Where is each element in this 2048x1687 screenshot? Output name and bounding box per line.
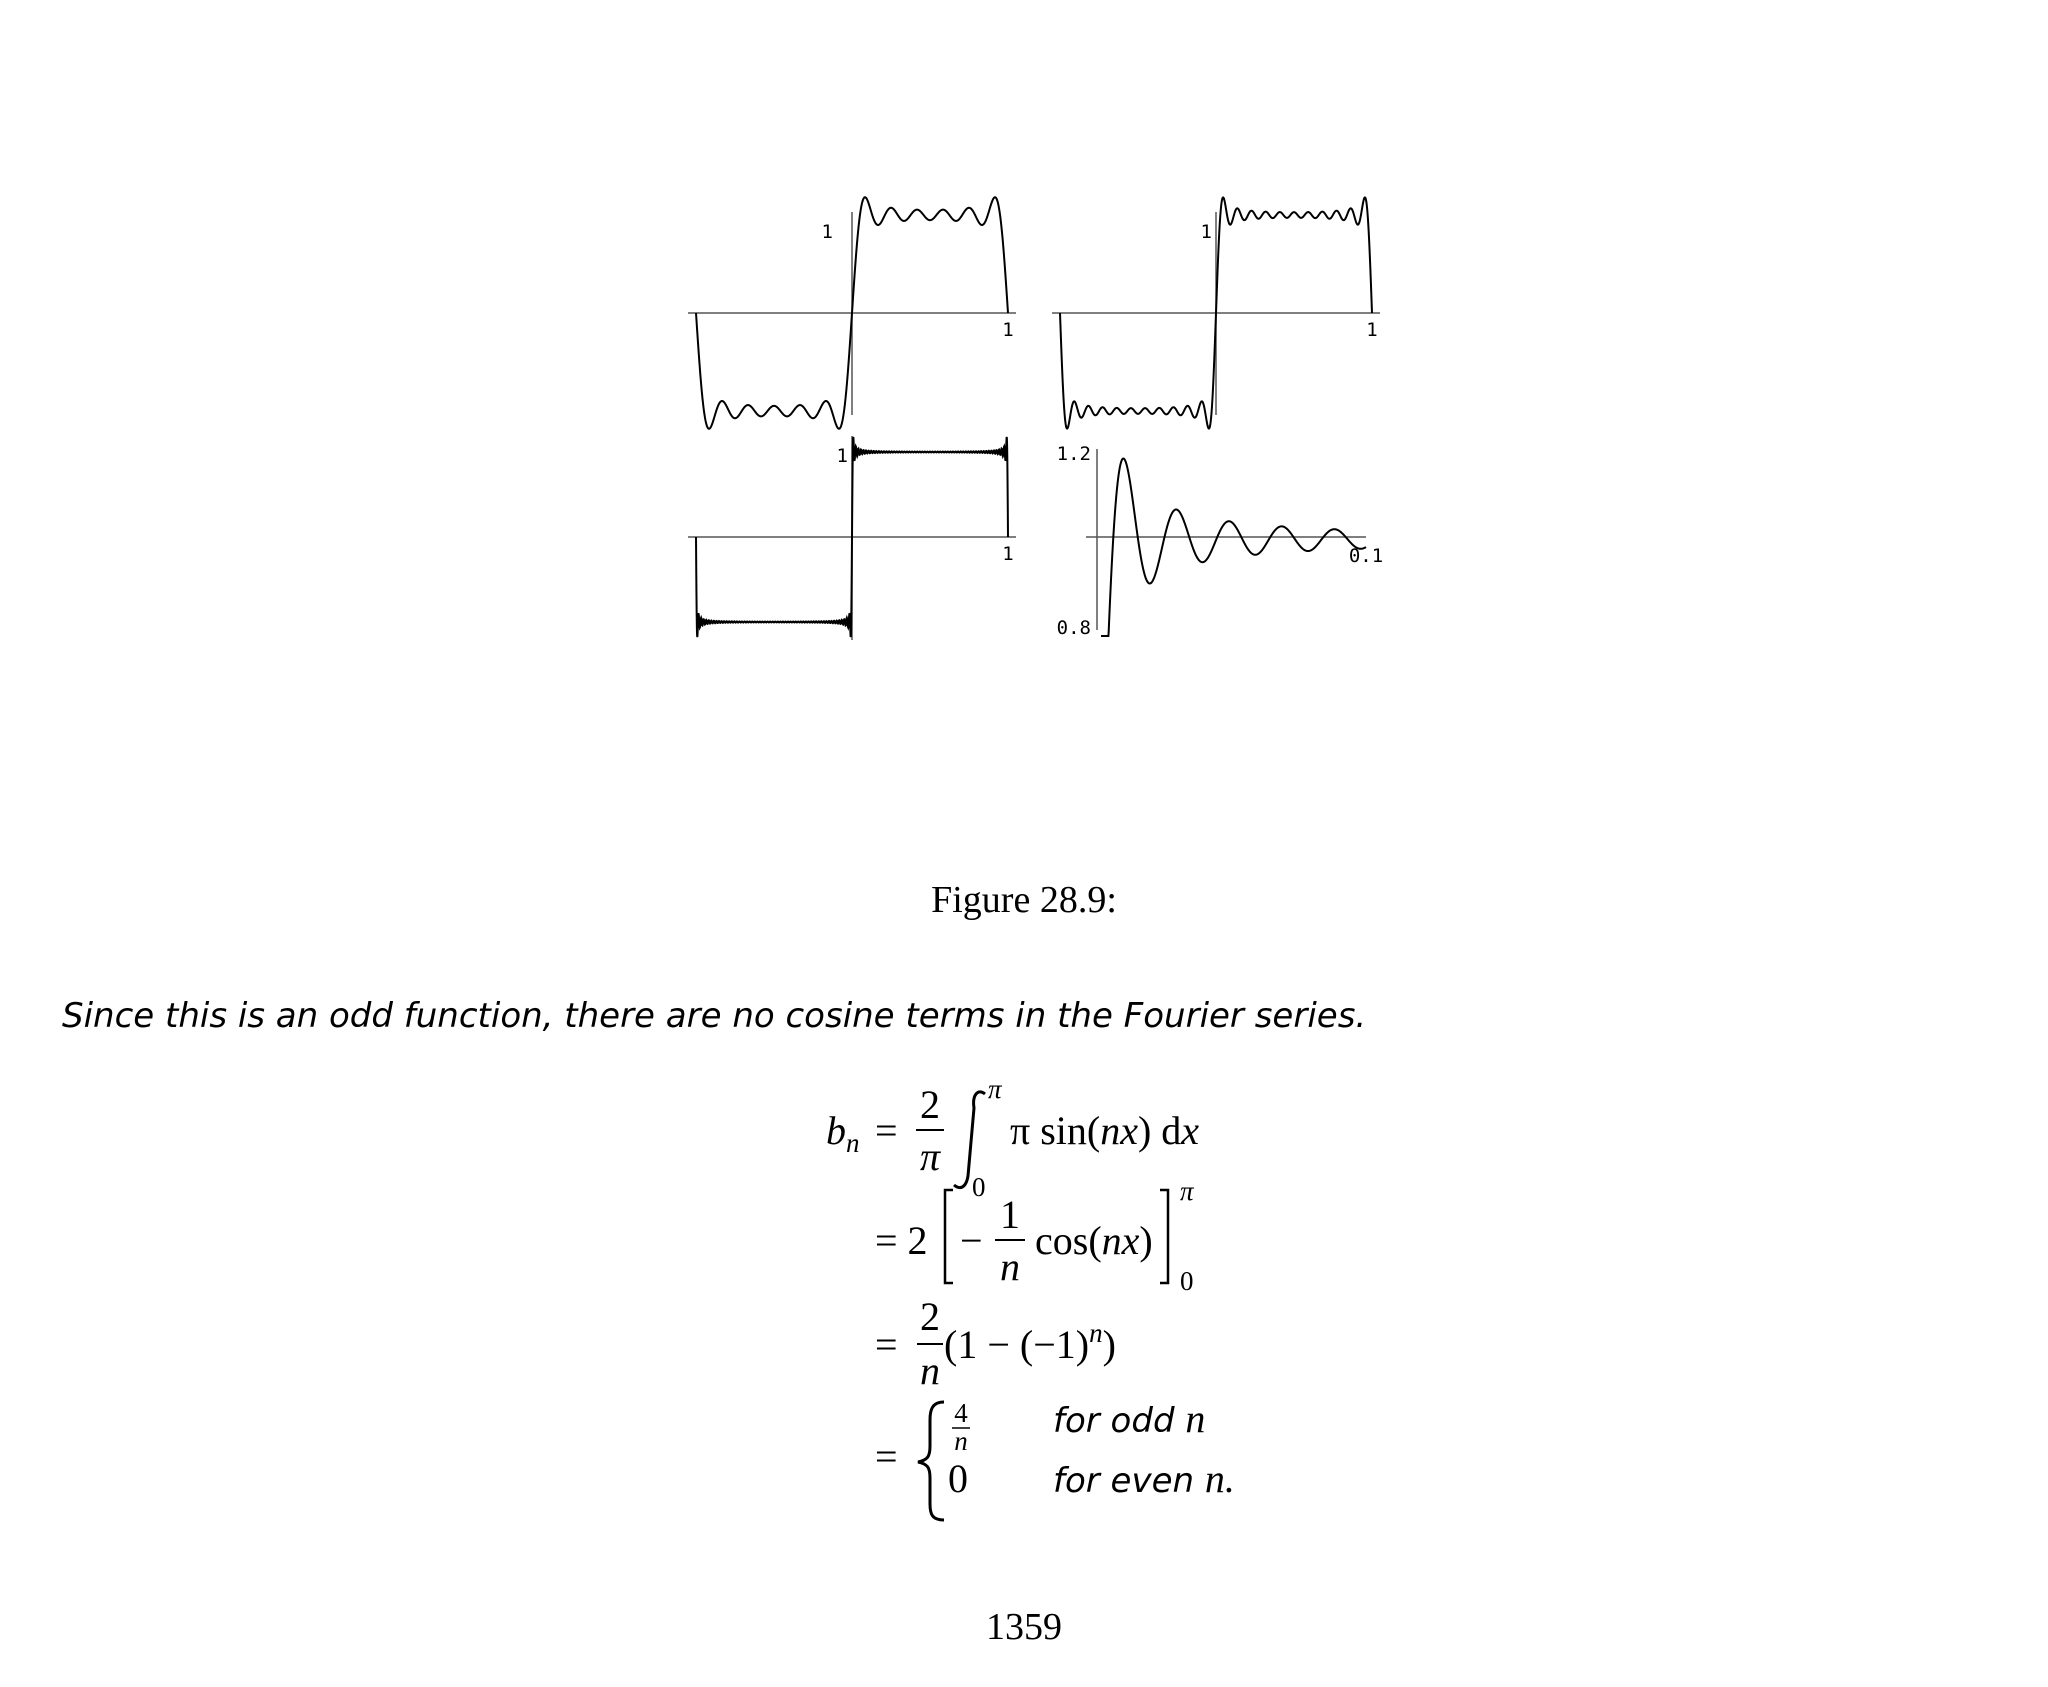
tick-label-y-bottom: 0.8 [1056,617,1091,639]
tick-label-y: 1 [1200,221,1212,243]
equals-sign: = [875,1434,898,1479]
case1-fraction-numerator: 4 [954,1398,968,1428]
tick-label-x: 1 [1002,319,1014,341]
parenthesized-expression: $(1 - (-1)^n)$ [944,1318,1116,1367]
right-bracket [1160,1190,1168,1283]
integral-lower-limit: 0 [972,1172,986,1202]
figure-28-9 [0,0,2048,680]
tick-label-y-top: 1.2 [1056,443,1091,465]
left-bracket [945,1190,953,1283]
plot-partial-sum-small [688,197,1016,429]
left-brace [918,1402,944,1520]
bracket-upper-limit: π [1180,1176,1194,1206]
minus-sign: − [960,1218,983,1263]
tick-label-x: 1 [1366,319,1378,341]
bracket-lower-limit: 0 [1180,1266,1194,1296]
equation-line-2 [875,1176,1195,1296]
tick-label-x: 1 [1002,543,1014,565]
plot-partial-sum-medium [1052,197,1380,428]
fraction-denominator: n [920,1348,940,1393]
equals-two: = 2 [875,1218,928,1263]
fraction-denominator: π [919,1134,941,1179]
integral-upper-limit: π [988,1074,1002,1104]
fraction-numerator: 1 [1000,1192,1020,1237]
equation-line-3 [875,1294,1116,1393]
case1-condition: for odd n [1053,1396,1206,1441]
equation-line-4 [875,1396,1235,1520]
case2-value: 0 [948,1456,968,1501]
plot-gibbs-zoom [1057,443,1383,639]
b-variable: b [826,1108,846,1153]
tick-label-x: 0.1 [1348,545,1384,567]
tick-label-y: 1 [821,221,833,243]
figure-caption: Figure 28.9: [931,879,1117,921]
fraction-denominator: n [1000,1244,1020,1289]
equals-sign: = [875,1322,898,1367]
b-subscript: n [846,1128,860,1158]
series-line [1101,459,1366,637]
plot-partial-sum-large [688,436,1016,640]
cos-expression: cos(nx) [1035,1218,1153,1263]
fraction-numerator: 2 [920,1082,940,1127]
integrand: π sin(nx) dx [1010,1108,1200,1153]
equals-sign: = [875,1108,898,1153]
page-number: 1359 [986,1606,1062,1648]
tick-label-y: 1 [836,445,848,467]
statement-paragraph: Since this is an odd function, there are no cosine terms in the Fourier series. [62,996,1367,1036]
integral-sign [954,1092,985,1188]
fraction-numerator: 2 [920,1294,940,1339]
equation-line-1 [826,1074,1199,1202]
case2-condition: for even n. [1053,1456,1235,1501]
case1-fraction-denominator: n [954,1426,968,1456]
